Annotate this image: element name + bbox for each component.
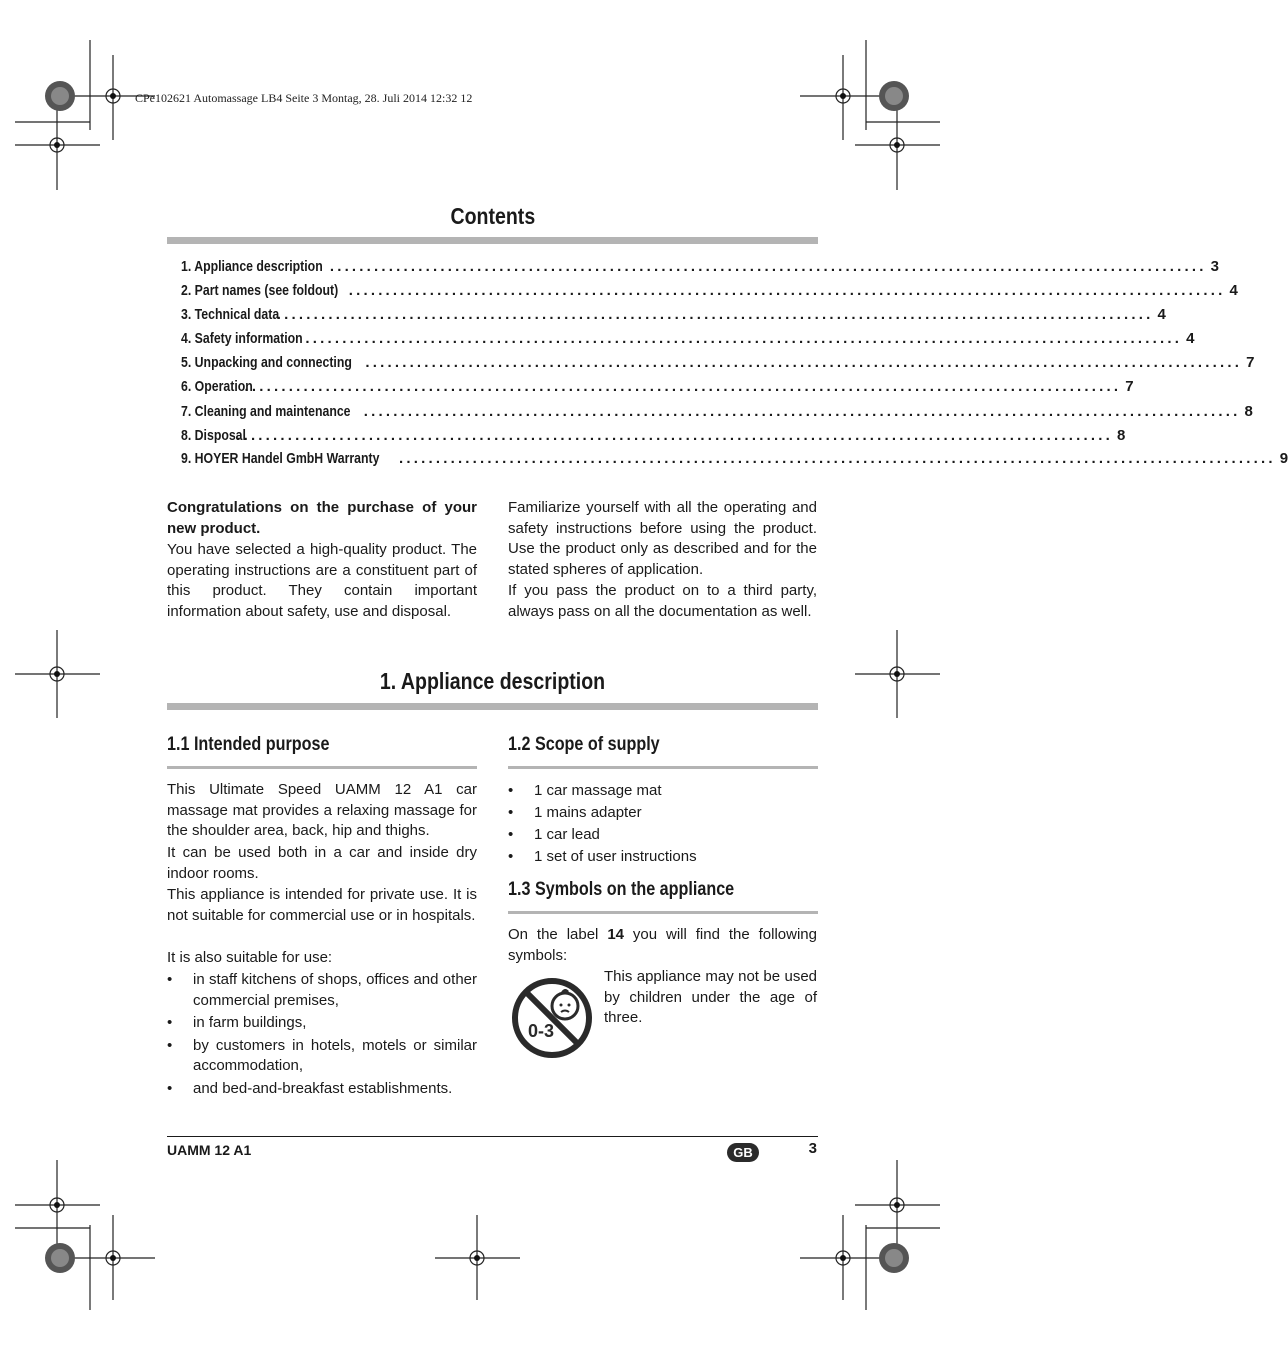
scope-heading: 1.2 Scope of supply [508, 734, 660, 755]
toc-entry[interactable] [181, 378, 1134, 398]
symbols-heading: 1.3 Symbols on the appliance [508, 879, 735, 900]
contents-title: Contents [450, 203, 535, 229]
toc-entry-page: 9 [1279, 450, 1288, 467]
list-item: • 1 car massage mat [508, 780, 818, 802]
intended-rule [167, 766, 477, 769]
list-item: • 1 car lead [508, 824, 818, 846]
toc-entry-label: 5. Unpacking and connecting [181, 354, 352, 371]
symbols-intro-before: On the label [508, 926, 608, 943]
toc-entry[interactable] [181, 282, 1238, 302]
list-item: • in farm buildings, [167, 1013, 477, 1034]
contents-title-wrap [167, 203, 818, 230]
scope-heading-wrap [508, 734, 686, 756]
toc-leader: ....................................................................................................................... [305, 330, 1183, 347]
toc-leader: ....................................................................................................................... [399, 450, 1276, 467]
toc-entry-label: 2. Part names (see foldout) [181, 282, 339, 299]
toc-entry-label: 7. Cleaning and maintenance [181, 403, 351, 420]
intro-right-p2: If you pass the product on to a third party, always pass on all the documentation as well. [508, 582, 817, 620]
intended-p2: It can be used both in a car and inside dry indoor rooms. [167, 844, 477, 882]
toc-entry-page: 7 [1125, 378, 1134, 395]
toc-entry-label: 8. Disposal [181, 427, 246, 444]
toc-entry-page: 4 [1186, 330, 1195, 347]
toc-entry-page: 8 [1244, 403, 1253, 420]
toc-entry[interactable] [181, 403, 1253, 423]
toc-entry-page: 7 [1246, 354, 1255, 371]
no-children-under-three-icon [510, 976, 594, 1060]
age-range-text: 0-3 [528, 1021, 555, 1041]
intended-p3: This appliance is intended for private use. It is not suitable for commercial use or in hospitals. [167, 886, 477, 924]
toc-leader: ....................................................................................................................... [276, 306, 1154, 323]
symbols-heading-wrap [508, 879, 774, 901]
scope-list [508, 780, 818, 868]
intro-heading: Congratulations on the purchase of your new product. [167, 499, 477, 537]
toc-entry[interactable] [181, 258, 1219, 278]
label-number: 14 [607, 926, 624, 943]
print-header: CPe102621 Automassage LB4 Seite 3 Montag, 28. Juli 2014 12:32 12 [135, 91, 473, 105]
toc-entry[interactable] [181, 427, 1126, 447]
symbols-intro-after: you will find the following symbols: [508, 926, 817, 964]
contents-rule [167, 237, 818, 244]
toc-entry-label: 9. HOYER Handel GmbH Warranty [181, 450, 380, 467]
toc-entry-label: 3. Technical data [181, 306, 280, 323]
list-item: • in staff kitchens of shops, offices and other commercial premises, [167, 970, 477, 1011]
intro-left-text: You have selected a high-quality product. The operating instructions are a constituent part of this product. They contain important information about safety, use and disposal. [167, 541, 477, 620]
country-badge: GB [727, 1143, 759, 1162]
toc-entry-label: 6. Operation [181, 378, 253, 395]
toc-entry-label: 4. Safety information [181, 330, 303, 347]
section1-title: 1. Appliance description [379, 668, 606, 694]
section1-title-wrap [167, 668, 818, 695]
toc-entry-page: 8 [1116, 427, 1126, 444]
toc-entry-page: 4 [1157, 306, 1166, 323]
toc-entry[interactable] [181, 306, 1166, 326]
intended-p4: It is also suitable for use: [167, 949, 333, 966]
intended-heading-wrap [167, 734, 358, 756]
uses-list [167, 970, 477, 1099]
list-item: • 1 set of user instructions [508, 846, 818, 868]
page-number: 3 [808, 1140, 817, 1157]
list-item: • 1 mains adapter [508, 802, 818, 824]
intro-right-p1: Familiarize yourself with all the operating and safety instructions before using the product. Use the product only as described and for the stated spheres of application. [508, 499, 817, 578]
toc-entry[interactable] [181, 450, 1288, 470]
toc-leader: ....................................................................................................................... [244, 378, 1122, 395]
symbols-rule [508, 911, 818, 914]
symbol-description: This appliance may not be used by children under the age of three. [604, 968, 817, 1026]
scope-rule [508, 766, 818, 769]
toc-entry[interactable] [181, 330, 1195, 350]
toc-entry-page: 3 [1210, 258, 1219, 275]
toc-entry[interactable] [181, 354, 1255, 374]
footer-model: UAMM 12 A1 [167, 1142, 252, 1158]
toc-leader: ....................................................................................................................... [236, 427, 1113, 444]
intended-heading: 1.1 Intended purpose [167, 734, 330, 755]
toc-leader: ....................................................................................................................... [348, 282, 1226, 299]
toc-leader: ....................................................................................................................... [363, 403, 1241, 420]
list-item: • and bed-and-breakfast establishments. [167, 1079, 477, 1100]
list-item: • by customers in hotels, motels or similar accommodation, [167, 1036, 477, 1077]
intended-p1: This Ultimate Speed UAMM 12 A1 car massage mat provides a relaxing massage for the shoulder area, back, hip and thighs. [167, 781, 477, 839]
toc-leader: ....................................................................................................................... [365, 354, 1243, 371]
toc-entry-label: 1. Appliance description [181, 258, 323, 275]
toc-leader: ....................................................................................................................... [329, 258, 1207, 275]
footer-rule [167, 1136, 818, 1137]
symbols-intro [508, 925, 817, 966]
section1-rule [167, 703, 818, 710]
toc-entry-page: 4 [1229, 282, 1238, 299]
